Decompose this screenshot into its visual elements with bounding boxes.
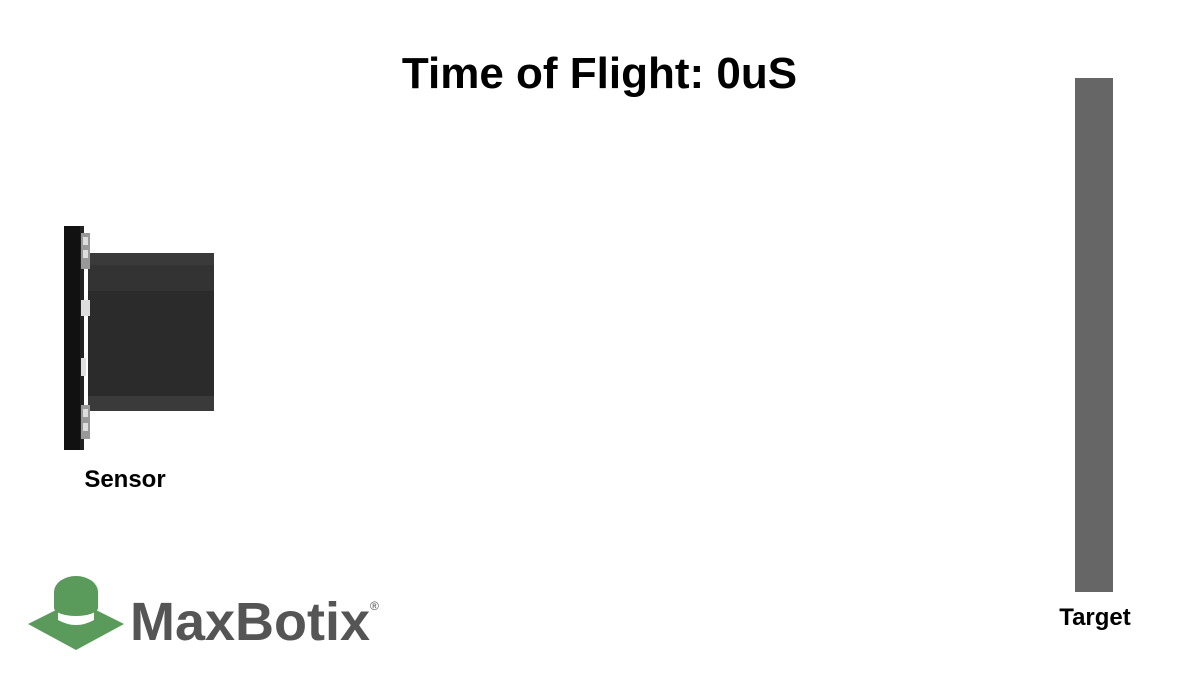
sensor-pcb <box>64 226 82 450</box>
logo-registered-mark: ® <box>370 599 379 613</box>
time-of-flight-title: Time of Flight: 0uS <box>401 49 798 98</box>
sensor-body-band-lower <box>88 396 214 411</box>
sensor-body-band-upper <box>88 265 214 291</box>
target-bar <box>1075 78 1113 592</box>
maxbotix-logo <box>24 572 384 658</box>
sensor-graphic <box>60 222 220 454</box>
sensor-body-band-top <box>88 253 214 265</box>
sensor-label: Sensor <box>84 466 166 493</box>
sensor-component-1 <box>81 300 90 316</box>
sensor-component-2 <box>81 358 86 376</box>
logo-wordmark: MaxBotix <box>130 592 371 652</box>
target-label: Target <box>1059 604 1131 631</box>
